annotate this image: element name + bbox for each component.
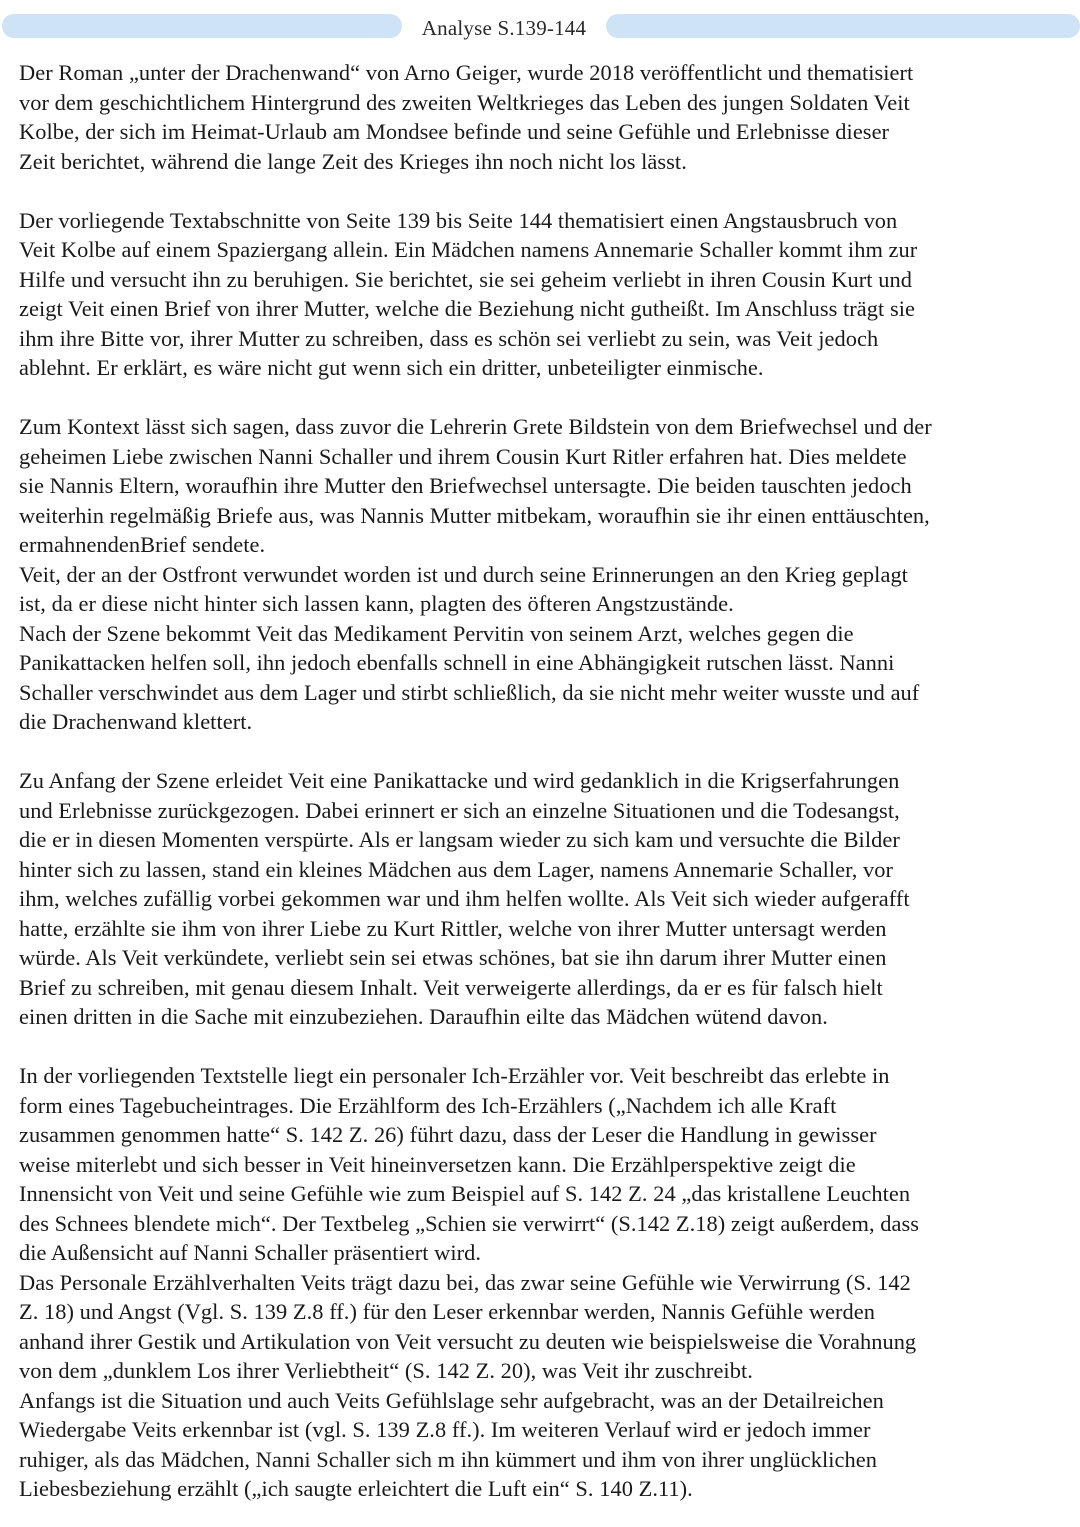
- paragraph-context: Zum Kontext lässt sich sagen, dass zuvor die Lehrerin Grete Bildstein von dem Briefwechsel und der geheimen Liebe zwischen Nanni Schaller und ihrem Cousin Kurt Ritler erfahren hat. Dies meldete sie Nannis Eltern, woraufhin ihre Mutter den Briefwechsel untersagte. Die beiden tauschten jedoch weiterhin regelmäßig Briefe aus, was Nannis Mutter mitbekam, woraufhin sie ihr einen enttäuschten, ermahnendenBrief sendete.: [19, 414, 932, 557]
- paragraph-context-after: Nach der Szene bekommt Veit das Medikament Pervitin von seinem Arzt, welches gegen die Panikattacken helfen soll, ihn jedoch ebenfalls schnell in eine Abhängigkeit rutschen lässt. Nanni Schaller verschwindet aus dem Lager und stirbt schließlich, da sie nicht mehr weiter wusste und auf die Drachenwand klettert.: [19, 620, 920, 734]
- page-header: [0, 14, 1080, 44]
- paragraph-context-veit: Veit, der an der Ostfront verwundet worden ist und durch seine Erinnerungen an den Krieg geplagt ist, da er diese nicht hinter sich lassen kann, plagten des öfteren Angstzustände.: [19, 561, 908, 616]
- paragraph-narrative-behavior: Das Personale Erzählverhalten Veits trägt dazu bei, das zwar seine Gefühle wie Verwirrung (S. 142 Z. 18) und Angst (Vgl. S. 139 Z.8 ff.) für den Leser erkennbar werden, Nannis Gefühle werden anhand ihrer Gestik und Artikulation von Veit versucht zu deuten wie beispielsweise die Vorahnung von dem „dunklem Los ihrer Verliebtheit“ (S. 142 Z. 20), was Veit ihr zuschreibt.: [19, 1269, 917, 1383]
- page-title: Analyse S.139-144: [421, 16, 587, 40]
- paragraph-emotional-development: Anfangs ist die Situation und auch Veits Gefühlslage sehr aufgebracht, was an der Detailreichen Wiedergabe Veits erkennbar ist (vgl. S. 139 Z.8 ff.). Im weiteren Verlauf wird er jedoch immer ruhiger, als das Mädchen, Nanni Schaller sich m ihn kümmert und ihm von ihrer unglücklichen Liebesbeziehung erzählt („ich saugte erleichtert die Luft ein“ S. 140 Z.11).: [19, 1387, 884, 1501]
- header-decor-bar-left: [2, 14, 402, 38]
- document-body: [19, 58, 1064, 1504]
- paragraph-summary: Der vorliegende Textabschnitte von Seite 139 bis Seite 144 thematisiert einen Angstausbruch von Veit Kolbe auf einem Spaziergang allein. Ein Mädchen namens Annemarie Schaller kommt ihm zur Hilfe und versucht ihn zu beruhigen. Sie berichtet, sie sei geheim verliebt in ihren Cousin Kurt und zeigt Veit einen Brief von ihrer Mutter, welche die Beziehung nicht gutheißt. Im Anschluss trägt sie ihm ihre Bitte vor, ihrer Mutter zu schreiben, dass es schön sei verliebt zu sein, was Veit jedoch ablehnt. Er erklärt, es wäre nicht gut wenn sich ein dritter, unbeteiligter einmische.: [19, 207, 918, 380]
- paragraph-spacer: [19, 737, 1064, 767]
- header-decor-bar-right: [606, 14, 1080, 38]
- paragraph-spacer: [19, 1032, 1064, 1062]
- paragraph-narrator-analysis: In der vorliegenden Textstelle liegt ein personaler Ich-Erzähler vor. Veit beschreibt das erlebte in form eines Tagebucheintrages. Die Erzählform des Ich-Erzählers („Nachdem ich alle Kraft zusammen genommen hatte“ S. 142 Z. 26) führt dazu, dass der Leser die Handlung in gewisser weise miterlebt und sich besser in Veit hineinversetzen kann. Die Erzählperspektive zeigt die Innensicht von Veit und seine Gefühle wie zum Beispiel auf S. 142 Z. 24 „das kristallene Leuchten des Schnees blendete mich“. Der Textbeleg „Schien sie verwirrt“ (S.142 Z.18) zeigt außerdem, dass die Außensicht auf Nanni Schaller präsentiert wird.: [19, 1063, 920, 1265]
- paragraph-spacer: [19, 383, 1064, 413]
- paragraph-scene-retelling: Zu Anfang der Szene erleidet Veit eine Panikattacke und wird gedanklich in die Krigserfahrungen und Erlebnisse zurückgezogen. Dabei erinnert er sich an einzelne Situationen und die Todesangst, die er in diesen Momenten verspürte. Als er langsam wieder zu sich kam und versuchte die Bilder hinter sich zu lassen, stand ein kleines Mädchen aus dem Lager, namens Annemarie Schaller, vor ihm, welches zufällig vorbei gekommen war und ihm helfen wollte. Als Veit sich wieder aufgerafft hatte, erzählte sie ihm von ihrer Liebe zu Kurt Rittler, welche von ihrer Mutter untersagt werden würde. Als Veit verkündete, verliebt sein sei etwas schönes, bat sie ihn darum ihrer Mutter einen Brief zu schreiben, mit genau diesem Inhalt. Veit verweigerte allerdings, da er es für falsch hielt einen dritten in die Sache mit einzubeziehen. Daraufhin eilte das Mädchen wütend davon.: [19, 768, 910, 1029]
- paragraph-introduction: Der Roman „unter der Drachenwand“ von Arno Geiger, wurde 2018 veröffentlicht und thematisiert vor dem geschichtlichem Hintergrund des zweiten Weltkrieges das Leben des jungen Soldaten Veit Kolbe, der sich im Heimat-Urlaub am Mondsee befinde und seine Gefühle und Erlebnisse dieser Zeit berichtet, während die lange Zeit des Krieges ihn noch nicht los lässt.: [19, 60, 914, 174]
- paragraph-spacer: [19, 176, 1064, 206]
